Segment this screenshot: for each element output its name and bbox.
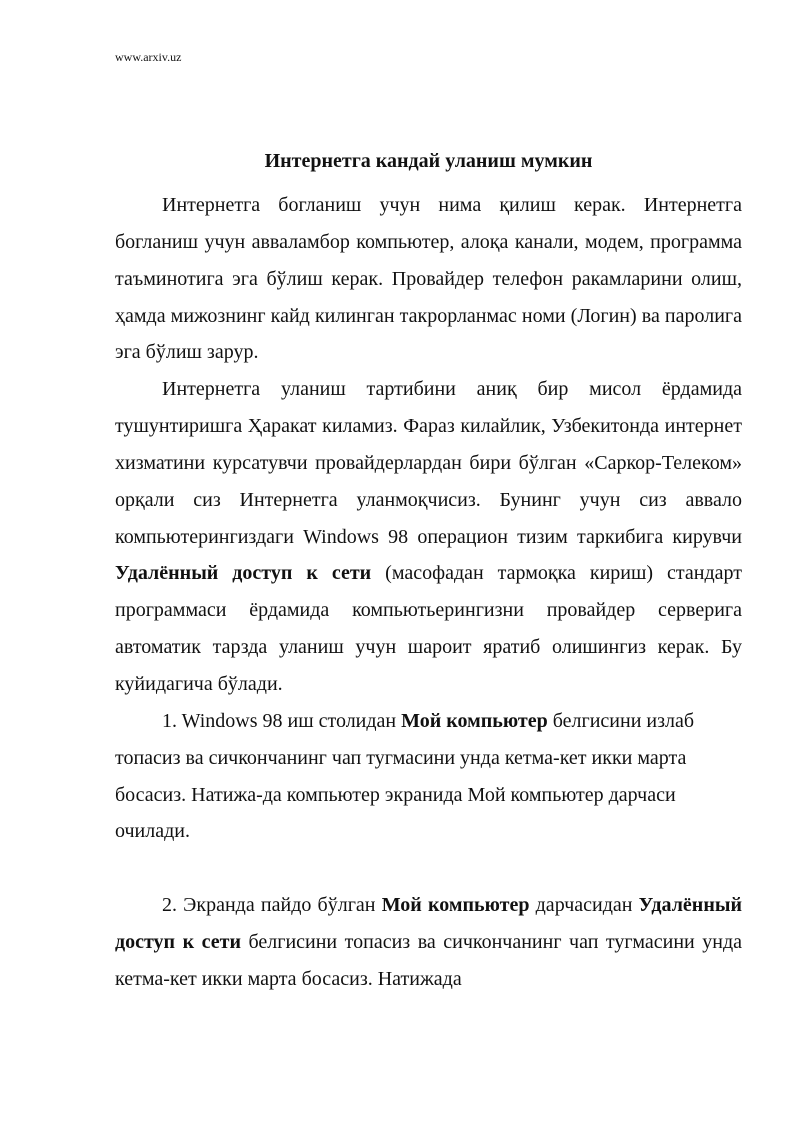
paragraph-1: Интернетга богланиш учун нима қилиш керак. Интернетга богланиш учун авваламбор компьютер, алоқа канали, модем, программа таъминотига эга бўлиш керак. Провайдер телефон ракамларини олиш, ҳамда мижознинг кайд килинган такрорланмас номи (Логин) ва паролига эга бўлиш зарур. (115, 194, 742, 364)
paragraph-2-text-b: (масофадан тармоқка кириш) стандарт программаси ёрдамида компьютьерингизни провайдер серверига автоматик тарзда уланиш учун шароит яратиб олишингиз керак. Бу куйидагича бўлади. (115, 562, 742, 695)
paragraph-3-text-b: белгисини излаб топасиз ва сичкончанинг чап тугмасини унда кетма-кет икки марта босасиз. Натижа-да компьютер экранида Мой компьютер дарчаси очилади. (115, 709, 695, 843)
paragraph-4-bold-term-1: Мой компьютер (381, 894, 530, 917)
paragraph-3-text-a: 1. Windows 98 иш столидан (162, 709, 402, 732)
paragraph-2-text-a: Интернетга уланиш тартибини аниқ бир мисол ёрдамида тушунтиришга Ҳаракат киламиз. Фараз килайлик, Узбекитонда интернет хизматини курсатувчи провайдерлардан бири бўлган «Саркор-Телеком» орқали сиз Интернетга уланмоқчисиз. Бунинг учун сиз аввало компьютерингиздаги Windows 98 операцион тизим таркибига кирувчи (115, 378, 742, 548)
paragraph-4-text-b: дарчасидан (529, 894, 639, 917)
paragraph-gap (115, 850, 742, 887)
paragraph-2-bold-term: Удалённый доступ к сети (115, 562, 372, 585)
paragraph-4-text-a: 2. Экранда пайдо бўлган (162, 894, 382, 917)
paragraph-3-bold-term: Мой компьютер (401, 709, 548, 732)
paragraph-3 (115, 703, 742, 850)
document-body (115, 187, 742, 998)
document-title: Интернетга кандай уланиш мумкин (264, 150, 593, 172)
paragraph-2 (115, 371, 742, 703)
paragraph-4-text-c: белгисини топасиз ва сичкончанинг чап тугмасини унда кетма-кет икки марта босасиз. Натижада (115, 931, 742, 990)
paragraph-4 (115, 887, 742, 998)
header-url: www.arxiv.uz (115, 50, 182, 64)
paragraph-4-bold-term-2: Удалённый доступ к сети (115, 894, 742, 954)
